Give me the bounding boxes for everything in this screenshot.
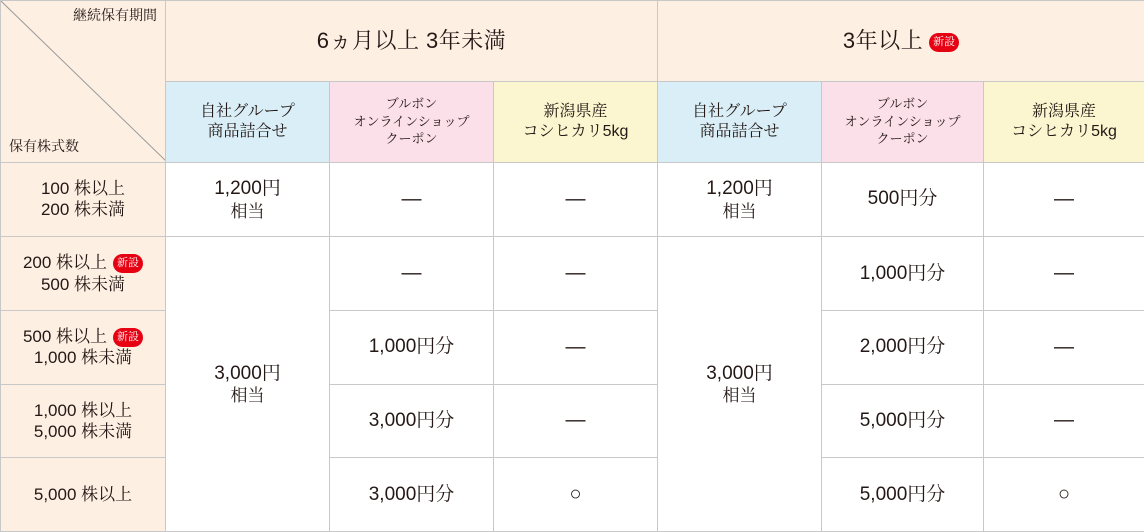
row-label-line-1: 5,000 株以上: [33, 485, 133, 504]
gift-line-2: 商品詰合せ: [207, 122, 288, 140]
corner-label-holding-period: 継続保有期間: [73, 7, 157, 23]
row-label-1000-5000-shares: [1, 384, 166, 458]
row-label-text: 200 株以上: [22, 253, 108, 273]
cell-value-line-1: 3,000円: [706, 362, 773, 384]
gift-line-1: ブルボン: [385, 96, 438, 112]
gift-line-1: 新潟県産: [1032, 102, 1097, 120]
row-label-5000-shares-and-above: [1, 458, 166, 532]
new-badge-icon: 新設: [929, 33, 959, 52]
period-header-6months-to-3years: [166, 1, 658, 82]
cell-value-line-2: 相当: [722, 386, 757, 406]
cell-rice2-row3: —: [984, 310, 1144, 384]
cell-own2-row1: [658, 162, 822, 237]
gift-line-2: オンラインショップ: [353, 113, 470, 129]
row-label-200-500-shares: [1, 237, 166, 311]
cell-value-line-1: 3,000円: [214, 362, 281, 384]
gift-line-2: オンラインショップ: [844, 113, 961, 129]
gift-line-2: コシヒカリ5kg: [522, 122, 629, 140]
gift-header-niigata-rice-1: [494, 81, 658, 162]
gift-line-2: コシヒカリ5kg: [1011, 122, 1117, 140]
row-label-text: 500 株以上: [22, 326, 108, 346]
row-label-line-2: 200 株未満: [40, 200, 126, 220]
cell-value-line-1: 1,200円: [214, 177, 281, 199]
gift-header-own-group-products-2: [658, 81, 822, 162]
cell-value-line-2: 相当: [230, 386, 265, 406]
gift-line-1: 自社グループ: [200, 102, 295, 120]
cell-coupon2-row2: 1,000円分: [822, 237, 984, 311]
gift-line-3: クーポン: [876, 131, 929, 147]
row-label-line-1: [1, 326, 165, 347]
cell-coupon1-row2: —: [330, 237, 494, 311]
gift-header-online-shop-coupon-1: [330, 81, 494, 162]
cell-value-line-2: 相当: [230, 201, 265, 221]
gift-line-3: クーポン: [385, 131, 438, 147]
cell-coupon2-row4: 5,000円分: [822, 384, 984, 458]
cell-rice2-row2: —: [984, 237, 1144, 311]
table-row: [1, 162, 1144, 237]
cell-coupon1-row3: 1,000円分: [330, 310, 494, 384]
period-header-over-3years: [658, 1, 1144, 82]
period-label-1: 6ヵ月以上 3年未満: [316, 28, 507, 54]
cell-rice2-row1: —: [984, 162, 1144, 237]
row-label-line-2: 5,000 株未満: [33, 421, 133, 441]
new-badge-icon: 新設: [113, 254, 143, 273]
corner-label-shares-held: 保有株式数: [9, 138, 79, 154]
cell-rice1-row3: —: [494, 310, 658, 384]
gift-line-1: 新潟県産: [543, 102, 608, 120]
row-label-line-1: 1,000 株以上: [33, 400, 133, 420]
row-label-line-2: 500 株未満: [40, 274, 126, 294]
cell-rice1-row2: —: [494, 237, 658, 311]
period-label-2: 3年以上: [842, 28, 924, 54]
cell-own1-merged-3000yen: [166, 237, 330, 532]
cell-rice1-row5: ○: [494, 458, 658, 532]
cell-value-line-2: 相当: [722, 201, 757, 221]
gift-header-niigata-rice-2: [984, 81, 1144, 162]
row-label-500-1000-shares: [1, 310, 166, 384]
cell-coupon1-row1: —: [330, 162, 494, 237]
table-row: [1, 237, 1144, 311]
cell-own2-merged-3000yen: [658, 237, 822, 532]
gift-header-online-shop-coupon-2: [822, 81, 984, 162]
cell-rice1-row4: —: [494, 384, 658, 458]
cell-coupon1-row4: 3,000円分: [330, 384, 494, 458]
cell-coupon2-row3: 2,000円分: [822, 310, 984, 384]
cell-rice1-row1: —: [494, 162, 658, 237]
new-badge-icon: 新設: [113, 328, 143, 347]
cell-coupon2-row1: 500円分: [822, 162, 984, 237]
gift-line-1: 自社グループ: [692, 102, 787, 120]
row-label-100-200-shares: [1, 162, 166, 237]
gift-header-own-group-products-1: [166, 81, 330, 162]
gift-line-2: 商品詰合せ: [699, 122, 780, 140]
corner-header-cell: [1, 1, 166, 163]
gift-line-1: ブルボン: [876, 96, 929, 112]
cell-value-line-1: 1,200円: [706, 177, 773, 199]
cell-coupon1-row5: 3,000円分: [330, 458, 494, 532]
cell-rice2-row5: ○: [984, 458, 1144, 532]
row-label-line-1: 100 株以上: [40, 179, 126, 199]
row-label-line-2: 1,000 株未満: [33, 348, 133, 368]
row-label-line-1: [1, 252, 165, 273]
cell-rice2-row4: —: [984, 384, 1144, 458]
cell-own1-row1: [166, 162, 330, 237]
cell-coupon2-row5: 5,000円分: [822, 458, 984, 532]
